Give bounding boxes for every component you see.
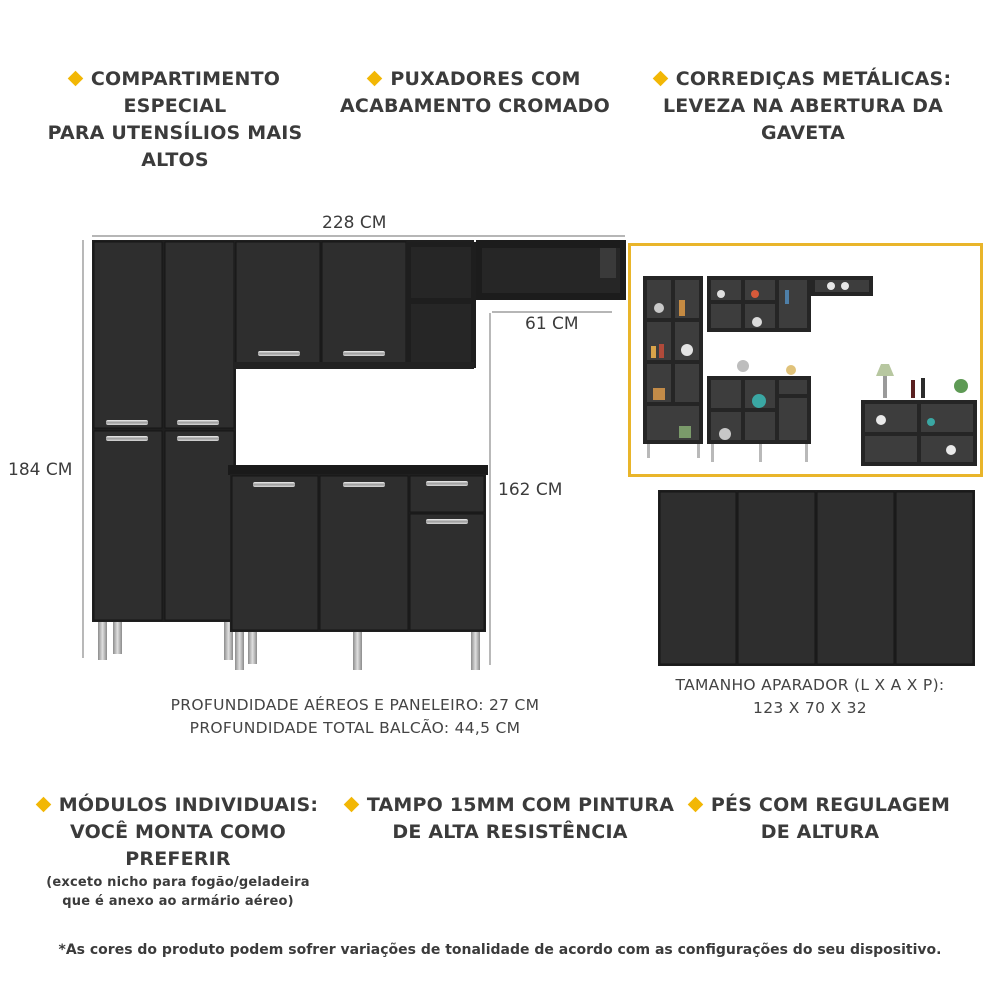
feature-line1: PÉS COM REGULAGEM	[710, 794, 951, 816]
diamond-bullet-icon	[344, 797, 360, 813]
wall-cabinets	[234, 240, 476, 369]
diamond-bullet-icon	[688, 797, 704, 813]
diamond-bullet-icon	[36, 797, 52, 813]
feature-line2: PARA UTENSÍLIOS MAIS ALTOS	[47, 122, 303, 171]
open-shelf	[476, 240, 626, 300]
feature-line2: LEVEZA NA ABERTURA DA GAVETA	[662, 95, 944, 144]
feature-line1: TAMPO 15MM COM PINTURA	[366, 794, 675, 816]
styled-photo	[628, 243, 983, 477]
depth-caption	[150, 694, 560, 740]
feature-line2: ACABAMENTO CROMADO	[340, 95, 610, 117]
sideboard-caption-line1: TAMANHO APARADOR (L X A X P):	[675, 676, 945, 694]
feature-line1: CORREDIÇAS METÁLICAS:	[675, 68, 952, 90]
feature-line1: MÓDULOS INDIVIDUAIS:	[58, 794, 319, 816]
feature-line2: DE ALTA RESISTÊNCIA	[392, 821, 628, 843]
depth-caption-line2: PROFUNDIDADE TOTAL BALCÃO: 44,5 CM	[189, 719, 521, 737]
feature-line1: COMPARTIMENTO ESPECIAL	[90, 68, 281, 117]
feature-tabletop	[345, 792, 675, 846]
color-disclaimer: *As cores do produto podem sofrer variações de tonalidade de acordo com as configurações do seu dispositivo.	[58, 942, 942, 958]
height-label: 184 CM	[8, 460, 73, 480]
pantry-cabinet	[92, 240, 236, 660]
feature-line2: VOCÊ MONTA COMO PREFERIR	[70, 821, 286, 870]
feature-note1: (exceto nicho para fogão/geladeira	[46, 875, 310, 890]
shelf-width-label: 61 CM	[525, 314, 579, 334]
sideboard	[658, 490, 975, 666]
feature-adjustable-feet	[685, 792, 955, 846]
feature-line1: PUXADORES COM	[390, 68, 581, 90]
width-label: 228 CM	[322, 213, 387, 233]
feature-individual-modules	[18, 792, 338, 911]
feature-line2: DE ALTURA	[760, 821, 880, 843]
base-cabinet	[228, 465, 488, 670]
depth-caption-line1: PROFUNDIDADE AÉREOS E PANELEIRO: 27 CM	[170, 696, 540, 714]
sideboard-caption-line2: 123 X 70 X 32	[753, 699, 867, 717]
feature-note2: que é anexo ao armário aéreo)	[62, 894, 294, 909]
counter-height-label: 162 CM	[498, 480, 563, 500]
styled-photo-illustration	[631, 246, 980, 474]
sideboard-size-caption	[660, 674, 960, 720]
